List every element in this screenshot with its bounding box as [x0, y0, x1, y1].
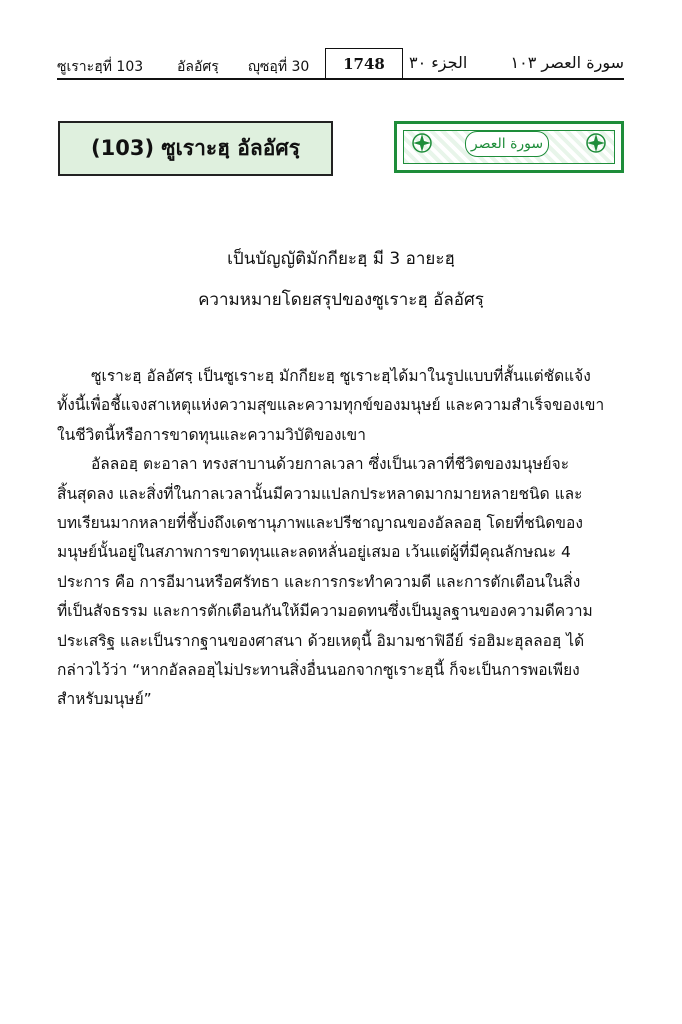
- surah-title: (103) ซูเราะฮฺ อัลอัศรฺ: [91, 136, 300, 160]
- running-header: [57, 48, 624, 80]
- header-surah-arabic: سورة العصر ١٠٣: [510, 53, 624, 72]
- banner-arabic-title: سورة العصر: [465, 131, 549, 157]
- body-line: ในชีวิตนี้หรือการขาดทุนและความวิบัติของเขา: [57, 425, 366, 444]
- header-surah-name: อัลอัศรฺ: [177, 59, 219, 75]
- body-line: มนุษย์นั้นอยู่ในสภาพการขาดทุนและลดหลั่นอยู่เสมอ เว้นแต่ผู้ที่มีคุณลักษณะ 4: [57, 543, 571, 562]
- header-juz: ญุซอฺที่ 30: [248, 59, 310, 75]
- body-line: ประการ คือ การอีมานหรือศรัทธา และการกระทำความดี และการตักเตือนในสิ่ง: [57, 572, 581, 591]
- body-line: อัลลอฮฺ ตะอาลา ทรงสาบานด้วยกาลเวลา ซึ่งเป็นเวลาที่ชีวิตของมนุษย์จะ: [91, 455, 570, 474]
- page-number: 1748: [325, 48, 403, 79]
- header-juz-arabic: الجزء ٣٠: [409, 53, 468, 72]
- body-line: ที่เป็นสัจธรรม และการตักเตือนกันให้มีความอดทนซึ่งเป็นมูลฐานของความดีความ: [57, 602, 593, 621]
- body-line: ทั้งนี้เพื่อชี้แจงสาเหตุแห่งความสุขและความทุกข์ของมนุษย์ และความสำเร็จของเขา: [57, 396, 605, 415]
- surah-title-box: [58, 121, 333, 176]
- intro-summary-heading: ความหมายโดยสรุปของซูเราะฮฺ อัลอัศรฺ: [198, 290, 484, 310]
- right-ornament-icon: [585, 132, 607, 154]
- body-line: ประเสริฐ และเป็นรากฐานของศาสนา ด้วยเหตุนี้ อิมามชาฟิอีย์ ร่อฮิมะฮุลลอฮฺ ได้: [57, 631, 585, 650]
- header-rule: [57, 78, 624, 80]
- left-ornament-icon: [411, 132, 433, 154]
- intro-revelation: เป็นบัญญัติมักกียะฮฺ มี 3 อายะฮฺ: [227, 249, 455, 269]
- body-line: ซูเราะฮฺ อัลอัศรฺ เป็นซูเราะฮฺ มักกียะฮฺ ซูเราะฮฺได้มาในรูปแบบที่สั้นแต่ชัดแจ้ง: [91, 367, 591, 385]
- body-line: สิ้นสุดลง และสิ่งที่ในกาลเวลานั้นมีความแปลกประหลาดมากมายหลายชนิด และ: [57, 484, 583, 503]
- body-line: สำหรับมนุษย์”: [57, 690, 152, 709]
- body-line: บทเรียนมากหลายที่ชี้บ่งถึงเดชานุภาพและปรีชาญาณของอัลลอฮฺ โดยที่ชนิดของ: [57, 514, 583, 533]
- body-line: กล่าวไว้ว่า “หากอัลลอฮฺไม่ประทานสิ่งอื่นนอกจากซูเราะฮฺนี้ ก็จะเป็นการพอเพียง: [57, 661, 580, 680]
- body-text: [57, 362, 622, 715]
- header-surah-number: ซูเราะฮฺที่ 103: [57, 59, 144, 75]
- surah-banner: [394, 121, 624, 173]
